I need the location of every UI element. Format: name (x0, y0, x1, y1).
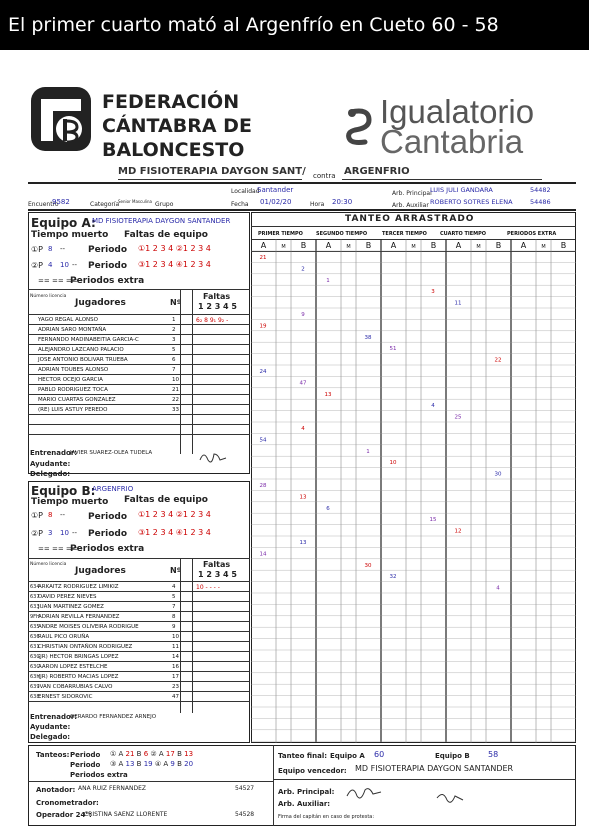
player-row: IVAN COBARRUBIAS CALVO (38, 684, 113, 690)
player-row: DAVID PEREZ NIEVES (38, 594, 97, 600)
team-b-fouls-index: 1 2 3 4 5 (198, 570, 237, 579)
tanteo-final-label: Tanteo final: (278, 752, 328, 760)
team-b-fouls-row2: ③1 2 3 4 ④1 2 3 4 (138, 528, 211, 537)
vencedor-label: Equipo vencedor: (278, 767, 347, 775)
team-a-periodo-3: Periodo (88, 261, 128, 271)
home-team-title: MD FISIOTERAPIA DAYGON SANT/ (118, 166, 306, 177)
fecha-value: 01/02/20 (260, 198, 292, 206)
player-row: ARKAITZ RODRIGUEZ LIMIKIZ (38, 584, 119, 590)
player-num: 8 (172, 614, 176, 620)
player-row: MARIO CUARTAS GONZALEZ (38, 397, 116, 403)
player-num: 5 (172, 594, 176, 600)
team-a-extra-boxes: == == == (38, 277, 78, 285)
team-a-entrenador-label: Entrenador: (30, 449, 78, 457)
score-value: 54 (259, 437, 267, 444)
equipo-b-label: Equipo B (435, 752, 470, 760)
player-lic: 638 (30, 694, 40, 700)
player-lic: 63H (30, 674, 41, 680)
team-b-fouls-marks: 10 - - - - (196, 584, 220, 591)
score-value: 13 (299, 540, 307, 546)
player-row: ANDRE MOISES OLIVEIRA RODRIGUE (38, 624, 139, 630)
column-header: B (560, 241, 567, 250)
headline-banner (0, 0, 589, 50)
p1a: 21 (125, 750, 135, 758)
team-a-delegado-label: Delegado: (30, 470, 71, 478)
team-a-ayudante-label: Ayudante: (30, 460, 71, 468)
player-row: (JR) ROBERTO MACIAS LOPEZ (38, 674, 119, 680)
score-value: 30 (364, 562, 372, 569)
cronometrador-label: Cronometrador: (36, 799, 99, 807)
team-b-periodos-extra: Periodos extra (70, 544, 145, 554)
player-num: 22 (172, 397, 179, 403)
team-b-col-num: Nº (170, 566, 182, 575)
fcb-logo-icon (29, 85, 93, 153)
player-num: 33 (172, 407, 179, 413)
column-header: B (495, 241, 502, 250)
federation-line1: FEDERACIÓN (102, 91, 240, 113)
player-lic: 631 (30, 644, 40, 650)
team-a-tiempo-muerto: Tiempo muerto (31, 230, 109, 240)
score-value: 38 (364, 334, 372, 341)
encuentro-value: 9582 (52, 198, 70, 206)
signature-1 (345, 782, 385, 802)
score-value: 9 (301, 312, 305, 318)
arb-auxiliar-num: 54486 (530, 198, 551, 206)
player-lic: 636 (30, 634, 40, 640)
arb-principal-footer-label: Arb. Principal: (278, 788, 335, 796)
sponsor-line1: Igualatorio (380, 93, 535, 130)
team-b-col-licencia: Número licencia (30, 562, 67, 567)
team-a-periodos-extra: Periodos extra (70, 276, 145, 286)
player-lic: 635 (30, 624, 40, 630)
player-num: 47 (172, 694, 179, 700)
tanteos-extra: Periodos extra (70, 771, 128, 779)
player-num: 2 (172, 327, 176, 333)
equipo-a-label: Equipo A (330, 752, 365, 760)
player-row: JOSE ANTONIO BOLIVAR TRUEBA (38, 357, 128, 363)
score-value: 4 (431, 403, 435, 410)
score-value: 22 (494, 357, 502, 364)
score-value: 2 (301, 266, 305, 273)
player-row: ADRIAN SARO MONTAÑA (38, 327, 107, 333)
player-row: RAUL PICO ORUÑA (38, 634, 90, 640)
arb-principal-label: Arb. Principal (392, 190, 432, 197)
score-value: 4 (301, 426, 305, 432)
player-lic: 639 (30, 684, 40, 690)
quarter-4-label: CUARTO TIEMPO (440, 231, 487, 237)
player-row: HECTOR OCEJO GARCIA (38, 377, 103, 383)
team-b-tm1-b: -- (60, 511, 66, 519)
caduceus-icon (343, 106, 377, 148)
score-value: 12 (454, 528, 462, 535)
score-value: 13 (299, 494, 307, 501)
team-b-col-faltas: Faltas (203, 560, 231, 569)
score-value: 19 (259, 323, 267, 330)
operador-num: 54528 (235, 811, 255, 818)
column-header: A (390, 241, 397, 250)
team-a-fouls-row2: ③1 2 3 4 ④1 2 3 4 (138, 260, 211, 269)
player-num: 14 (172, 654, 179, 660)
tanteo-title: TANTEO ARRASTRADO (345, 214, 475, 224)
column-header: A (260, 241, 267, 250)
anotador-num: 54527 (235, 785, 255, 792)
team-a-entrenador: JAVIER SUAREZ-OLEA TUDELA (70, 450, 153, 456)
hora-value: 20:30 (332, 198, 353, 206)
team-a-periodo-1: Periodo (88, 245, 128, 255)
team-b-tm2-label: ②P (31, 529, 43, 538)
column-header: M (541, 244, 546, 250)
p3a: 13 (125, 760, 135, 768)
score-value: 4 (496, 585, 500, 592)
fecha-label: Fecha (231, 201, 249, 208)
tanteo-grid (251, 239, 576, 743)
player-num: 10 (172, 634, 179, 640)
quarter-extra-label: PERIODOS EXTRA (507, 231, 557, 237)
hora-label: Hora (310, 201, 325, 208)
localidad-value: Santander (257, 186, 294, 194)
team-a-tm2-a: 4 (48, 261, 53, 269)
player-row: (RE) LUIS ASTUY PEREDO (38, 407, 108, 413)
player-num: 4 (172, 584, 176, 590)
team-a-col-faltas: Faltas (203, 292, 231, 301)
localidad-label: Localidad (231, 188, 260, 195)
team-b-tm2-c: -- (72, 529, 78, 537)
player-lic: 63G (30, 654, 41, 660)
signature-coach-a (198, 448, 228, 466)
score-value: 11 (454, 300, 462, 307)
team-a-tm2-label: ②P (31, 261, 43, 270)
player-lic: 634 (30, 584, 40, 590)
team-b-periodo-1: Periodo (88, 512, 128, 522)
team-a-tm1-b: -- (60, 245, 66, 253)
anotador-value: ANA RUIZ FERNANDEZ (78, 785, 146, 792)
vencedor-value: MD FISIOTERAPIA DAYGON SANTANDER (355, 764, 514, 773)
player-row: YAGO REGAL ALONSO (38, 317, 98, 323)
p2b: 13 (184, 750, 194, 758)
score-value: 47 (299, 380, 307, 387)
player-num: 10 (172, 377, 179, 383)
column-header: B (300, 241, 307, 250)
arb-principal-num: 54482 (530, 186, 551, 194)
player-num: 6 (172, 357, 176, 363)
player-num: 7 (172, 367, 176, 373)
column-header: M (411, 244, 416, 250)
team-a-fouls-index: 1 2 3 4 5 (198, 302, 237, 311)
player-num: 23 (172, 684, 179, 690)
score-value: 1 (326, 277, 330, 284)
quarter-3-label: TERCER TIEMPO (382, 231, 427, 237)
team-a-tm1-a: 8 (48, 245, 53, 253)
player-num: 9 (172, 624, 176, 630)
sponsor-line2: Cantabria (380, 123, 524, 160)
final-score-b: 58 (488, 750, 499, 759)
player-lic: 63C (30, 664, 40, 670)
player-row: CHRISTIAN ONTAÑON RODRIGUEZ (38, 644, 133, 650)
score-sheet (10, 68, 580, 826)
federation-name (102, 90, 252, 162)
player-row: JUAN MARTINEZ GOMEZ (38, 604, 104, 610)
tanteos-row2: ③ A 13 B 19 ④ A 9 B 20 (110, 760, 194, 768)
tanteos-row1: ① A 21 B 6 ② A 17 B 13 (110, 750, 194, 758)
player-num: 1 (172, 317, 176, 323)
score-value: 32 (389, 574, 397, 581)
team-a-tm2-c: -- (72, 261, 78, 269)
score-value: 21 (259, 255, 267, 261)
score-value: 28 (259, 483, 267, 489)
team-b-periodo-3: Periodo (88, 529, 128, 539)
team-b-entrenador: GERARDO FERNANDEZ ARNEJO (70, 714, 157, 720)
player-row: ADRIAN TOUBES ALONSO (38, 367, 109, 373)
team-b-fouls-row1: ①1 2 3 4 ②1 2 3 4 (138, 510, 211, 519)
player-row: PABLO RODRIGUEZ TOCA (38, 387, 108, 393)
tanteos-periodo-3: Periodo (70, 761, 101, 769)
p1b: 6 (143, 750, 149, 758)
away-team-title: ARGENFRIO (344, 166, 410, 177)
score-value: 30 (494, 471, 502, 478)
column-header: B (430, 241, 437, 250)
team-b-delegado-label: Delegado: (30, 733, 71, 741)
team-b-tm1-label: ①P (31, 511, 43, 520)
player-row: (JR) HECTOR BRINGAS LOPEZ (38, 654, 119, 660)
anotador-label: Anotador: (36, 786, 76, 794)
arb-auxiliar-value: ROBERTO SOTRES ELENA (430, 198, 513, 206)
player-row: ADRIAN REVILLA FERNANDEZ (38, 614, 120, 620)
arb-principal-value: LUIS JULI GANDARA (430, 186, 493, 194)
player-num: 5 (172, 347, 176, 353)
grupo-label: Grupo (155, 201, 174, 208)
column-header: M (281, 244, 286, 250)
player-row: ALEJANDRO LAZCANO PALACIO (38, 347, 124, 353)
signature-2 (435, 788, 465, 806)
player-num: 7 (172, 604, 176, 610)
score-value: 3 (431, 289, 435, 296)
team-b-ayudante-label: Ayudante: (30, 723, 71, 731)
firma-label: Firma del capitán en caso de protesta: (278, 814, 375, 820)
team-a-label: Equipo A: (31, 216, 96, 230)
player-row: AARON LOPEZ ESTELCHE (38, 664, 108, 670)
player-lic: 633 (30, 604, 40, 610)
column-header: M (346, 244, 351, 250)
final-score-a: 60 (374, 750, 385, 759)
column-header: A (520, 241, 527, 250)
p3b: 19 (143, 760, 153, 768)
score-value: 51 (389, 346, 397, 353)
team-a-col-licencia: Número licencia (30, 294, 67, 299)
headline: El primer cuarto mató al Argenfrío en Cueto 60 - 58 (8, 14, 499, 36)
player-lic: 9FH (30, 614, 40, 620)
team-b-col-jugadores: Jugadores (75, 566, 126, 576)
team-b-extra-boxes: == == == (38, 545, 78, 553)
quarter-1-label: PRIMER TIEMPO (258, 231, 303, 237)
player-lic: 637 (30, 594, 40, 600)
team-b-panel (28, 481, 250, 743)
team-b-tm2-b: 10 (60, 529, 69, 537)
p4b: 20 (184, 760, 194, 768)
player-num: 3 (172, 337, 176, 343)
score-value: 24 (259, 369, 267, 375)
column-header: M (476, 244, 481, 250)
team-b-name: ARGENFRIO (92, 485, 134, 493)
team-a-col-num: Nº (170, 298, 182, 307)
p4a: 9 (170, 760, 175, 768)
contra-label: contra (313, 172, 336, 180)
categoria-label: Categoría (90, 201, 120, 208)
team-a-tm1-label: ①P (31, 245, 43, 254)
player-num: 11 (172, 644, 179, 650)
categoria-value: Senior Masculina (118, 199, 152, 204)
score-value: 6 (326, 505, 330, 512)
column-header: A (325, 241, 332, 250)
team-a-name: MD FISIOTERAPIA DAYGON SANTANDER (92, 217, 231, 225)
team-b-entrenador-label: Entrenador: (30, 713, 78, 721)
score-value: 13 (324, 391, 332, 398)
score-value: 15 (429, 517, 437, 524)
team-b-faltas-equipo: Faltas de equipo (124, 495, 208, 505)
operador-label: Operador 24": (36, 811, 92, 819)
operador-value: CRISTINA SAENZ LLORENTE (84, 811, 168, 818)
team-a-faltas-equipo: Faltas de equipo (124, 230, 208, 240)
score-value: 14 (259, 551, 267, 558)
team-b-tm1-a: 8 (48, 511, 53, 519)
team-a-fouls-marks: 6₂ 8 9₁ 9₂ - (196, 317, 229, 324)
player-num: 21 (172, 387, 179, 393)
team-a-col-jugadores: Jugadores (75, 298, 126, 308)
arb-auxiliar-label: Arb. Auxiliar (392, 202, 429, 209)
player-row: FERNANDO MADINABEITIA GARCIA-C (38, 337, 139, 343)
federation-line3: BALONCESTO (102, 139, 245, 161)
column-header: B (365, 241, 372, 250)
encuentro-label: Encuentro (28, 201, 59, 208)
score-value: 25 (454, 414, 462, 421)
score-value: 1 (366, 448, 370, 455)
federation-line2: CÁNTABRA DE (102, 115, 252, 137)
team-a-fouls-row1: ①1 2 3 4 ②1 2 3 4 (138, 244, 211, 253)
team-a-tm2-b: 10 (60, 261, 69, 269)
team-b-tm2-a: 3 (48, 529, 53, 537)
p2a: 17 (165, 750, 175, 758)
player-num: 17 (172, 674, 179, 680)
team-b-label: Equipo B: (31, 484, 96, 498)
arb-auxiliar-footer-label: Arb. Auxiliar: (278, 800, 331, 808)
player-num: 16 (172, 664, 179, 670)
score-value: 10 (389, 460, 397, 467)
quarter-2-label: SEGUNDO TIEMPO (316, 231, 368, 237)
column-header: A (455, 241, 462, 250)
team-b-tiempo-muerto: Tiempo muerto (31, 497, 109, 507)
tanteos-periodo-1: Periodo (70, 751, 101, 759)
player-row: ERNEST SIDOROVIC (38, 694, 93, 700)
tanteos-label: Tanteos: (36, 751, 70, 759)
